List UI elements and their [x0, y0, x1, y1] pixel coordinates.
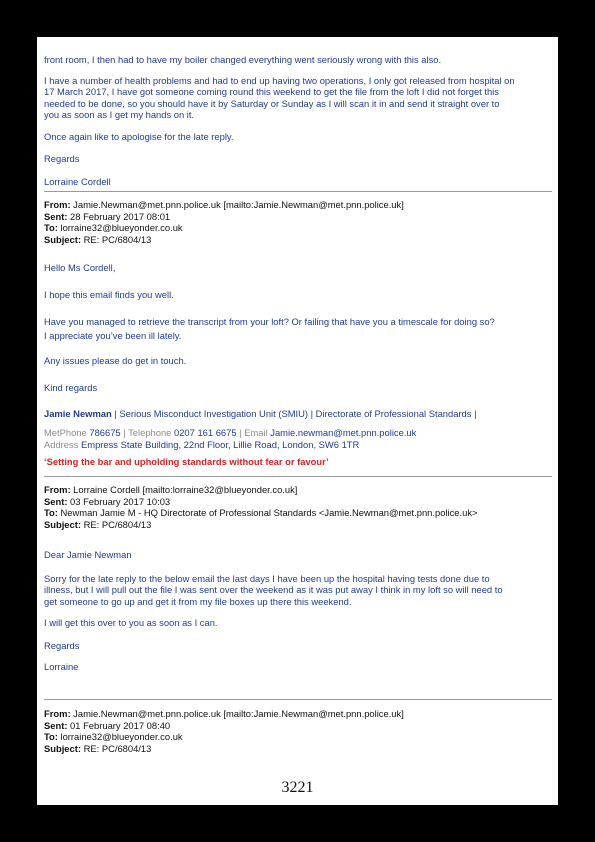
email-value[interactable]: Jamie.newman@met.pnn.police.uk — [267, 427, 417, 438]
to-value: lorraine32@blueyonder.co.uk — [60, 222, 183, 234]
telephone-value: 0207 161 6675 — [171, 427, 240, 438]
subject-row: Subject: RE: PC/6804/13 — [44, 743, 152, 755]
to-row: To: lorraine32@blueyonder.co.uk — [44, 731, 183, 743]
para-line: you as soon as I get my hands on it. — [44, 108, 195, 120]
regards-text: Regards — [44, 640, 80, 651]
email-header — [44, 708, 554, 755]
sig-unit: | Serious Misconduct Investigation Unit (SMIU) | Directorate of Professional Standards | — [111, 408, 477, 419]
subject-row: Subject: RE: PC/6804/13 — [44, 519, 152, 531]
signature-block — [44, 408, 552, 419]
para-line: illness, but I will pull out the file I was sent over the weekend as it was put away I think in my loft so will need to — [44, 584, 503, 596]
from-value: Jamie.Newman@met.pnn.police.uk [mailto:Jamie.Newman@met.pnn.police.uk] — [73, 199, 404, 210]
sig-name: Jamie Newman — [44, 408, 112, 419]
divider — [44, 191, 552, 192]
greeting-text: Hello Ms Cordell, — [44, 262, 116, 273]
divider — [44, 476, 552, 477]
sent-row: Sent: 03 February 2017 10:03 — [44, 495, 171, 507]
question-paragraph — [44, 315, 552, 342]
issues-text: Any issues please do get in touch. — [44, 355, 187, 366]
email-header — [44, 484, 554, 531]
address-value: Empress State Building, 22nd Floor, Lillie Road, London, SW6 1TR — [78, 439, 360, 450]
from-value: Lorraine Cordell [mailto:lorraine32@blueyonder.co.uk] — [73, 484, 298, 495]
sent-value: 28 February 2017 08:01 — [70, 210, 171, 222]
para-line: I have a number of health problems and had to end up having two operations, I only got released from hospital on — [44, 75, 515, 86]
signature-lorraine: Lorraine — [44, 661, 79, 672]
metphone-value: 786675 — [86, 427, 124, 438]
from-row: From: Lorraine Cordell [mailto:lorraine32@blueyonder.co.uk] — [44, 484, 298, 495]
subject-value: RE: PC/6804/13 — [83, 234, 152, 246]
from-value: Jamie.Newman@met.pnn.police.uk [mailto:Jamie.Newman@met.pnn.police.uk] — [73, 708, 404, 719]
greeting-text: Dear Jamie Newman — [44, 549, 132, 560]
para-line: get someone to go up and get it from my file boxes up there this weekend. — [44, 595, 352, 607]
kind-regards-text: Kind regards — [44, 382, 98, 393]
to-row: To: lorraine32@blueyonder.co.uk — [44, 222, 183, 234]
subject-value: RE: PC/6804/13 — [83, 743, 152, 755]
reply-paragraph-health — [44, 75, 552, 120]
para-line: Have you managed to retrieve the transcript from your loft? Or failing that have you a timescale for doing so? — [44, 316, 495, 327]
para-line: 17 March 2017, I have got someone coming round this weekend to get the file from the loft I did not forget this — [44, 86, 499, 98]
to-value: lorraine32@blueyonder.co.uk — [60, 731, 183, 743]
to-value: Newman Jamie M - HQ Directorate of Professional Standards <Jamie.Newman@met.pnn.police.uk> — [60, 507, 478, 519]
divider — [44, 699, 552, 700]
contact-line: MetPhone 786675 | Telephone 0207 161 6675 | Email Jamie.newman@met.pnn.police.uk — [44, 427, 417, 438]
page-number: 3221 — [281, 779, 314, 796]
sent-row: Sent: 28 February 2017 08:01 — [44, 210, 171, 222]
hope-text: I hope this email finds you well. — [44, 289, 174, 300]
sent-value: 03 February 2017 10:03 — [70, 495, 171, 507]
regards-text: Regards — [44, 153, 80, 164]
subject-row: Subject: RE: PC/6804/13 — [44, 234, 152, 246]
apology-text: Once again like to apologise for the late reply. — [44, 131, 234, 142]
reply-paragraph — [44, 573, 552, 607]
para-line: I appreciate you’ve been ill lately. — [44, 329, 182, 341]
motto-text: ‘Setting the bar and upholding standards without fear or favour’ — [44, 456, 329, 467]
to-row: To: Newman Jamie M - HQ Directorate of Professional Standards <Jamie.Newman@met.pnn.police.uk> — [44, 507, 478, 519]
signature-lorraine-cordell: Lorraine Cordell — [44, 176, 111, 187]
para-line: Sorry for the late reply to the below email the last days I have been up the hospital having tests done due to — [44, 573, 490, 584]
from-row: From: Jamie.Newman@met.pnn.police.uk [mailto:Jamie.Newman@met.pnn.police.uk] — [44, 199, 404, 210]
para-line: needed to be done, so you should have it by Saturday or Sunday as I will scan it in and send it straight over to — [44, 97, 500, 109]
sent-value: 01 February 2017 08:40 — [70, 719, 171, 731]
subject-value: RE: PC/6804/13 — [83, 519, 152, 531]
from-row: From: Jamie.Newman@met.pnn.police.uk [mailto:Jamie.Newman@met.pnn.police.uk] — [44, 708, 404, 719]
sent-row: Sent: 01 February 2017 08:40 — [44, 719, 171, 731]
reply-line-1: front room, I then had to have my boiler changed everything went seriously wrong with this also. — [44, 54, 442, 65]
will-get-text: I will get this over to you as soon as I can. — [44, 617, 218, 628]
document-page — [37, 37, 558, 805]
email-header — [44, 199, 554, 246]
address-line: Address Empress State Building, 22nd Floor, Lillie Road, London, SW6 1TR — [44, 439, 360, 450]
